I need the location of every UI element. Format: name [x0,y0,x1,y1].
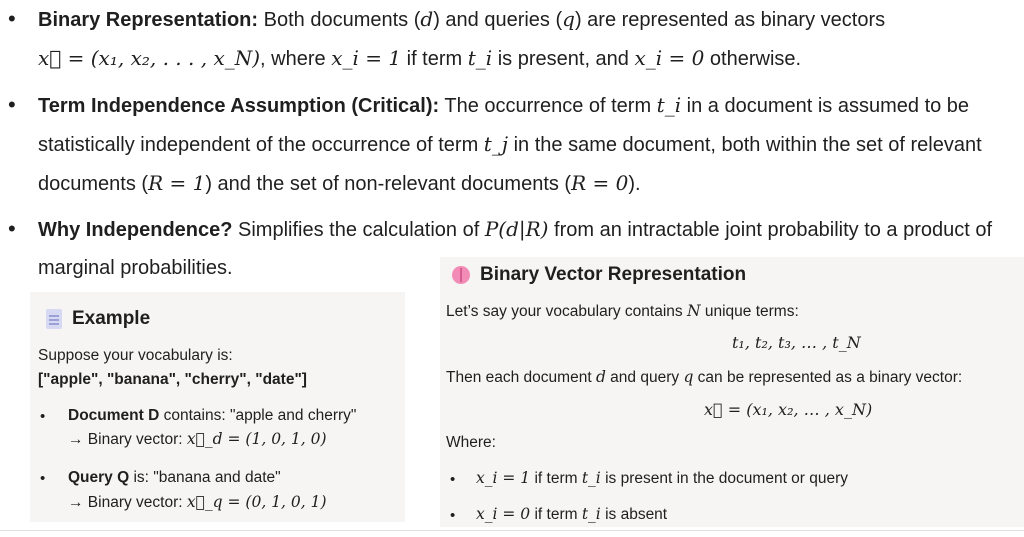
bullet-text: in the same document, both within the set of relevant documents ( [38,134,982,195]
bullet-dot: • [8,92,16,117]
math-r-equals-1: R = 1 [148,171,206,195]
sub-bullet-dot: • [450,507,456,524]
brain-icon [452,266,470,284]
bullet-text: ) are represented as binary vectors [574,9,886,31]
example-item-query [68,468,281,488]
representation-sentence [446,367,962,388]
bullet-binary-representation [8,0,1018,78]
text: is absent [600,506,668,523]
bullet-term-independence [8,86,1018,203]
example-item-text: is: "banana and date" [129,469,281,486]
math-r-equals-0: R = 0 [571,171,629,195]
example-title-text: Example [72,308,151,329]
binary-vector-title-text: Binary Vector Representation [480,264,747,285]
example-item-text: contains: "apple and cherry" [159,407,357,424]
arrow-text: → Binary vector: [68,431,187,448]
where-label: Where: [446,434,496,451]
math-p-d-given-r: P(d|R) [484,217,549,241]
math-xi-equals-0: x_i = 0 [476,505,531,523]
text: and query [605,369,684,386]
example-item-document [68,406,356,426]
math-ti: t_i [467,46,493,70]
bullet-text: ) and queries ( [433,9,563,31]
example-item-query-vector [68,492,327,513]
where-item-absent [476,504,667,525]
math-d: d [595,368,606,386]
bullet-dot: • [8,216,16,241]
binary-vector-title [452,264,746,286]
example-intro: Suppose your vocabulary is: [38,347,233,364]
bullet-text: in a document is assumed to be statistically independent of the occurrence of term [38,95,970,156]
example-title [46,308,150,330]
example-vocabulary: ["apple", "banana", "cherry", "date"] [38,371,307,388]
text: if term [530,506,582,523]
math-xi-equals-1: x_i = 1 [476,469,531,487]
bullet-text: Simplifies the calculation of [232,219,485,241]
bullet-text: is present, and [492,48,635,70]
example-item-document-vector [68,429,327,450]
math-ti: t_i [581,505,601,523]
example-item-label: Query Q [68,469,130,486]
bullet-text: , where [260,48,332,70]
bullet-heading: Binary Representation: [38,9,259,31]
math-n: N [686,302,701,320]
math-ti: t_i [581,469,601,487]
text: unique terms: [700,303,799,320]
document-icon [46,309,62,329]
text: Then each document [446,369,596,386]
bullet-text: from an intractable joint probability to a product of marginal probabilities. [38,219,993,279]
where-item-present [476,468,848,489]
bullet-text: otherwise. [704,48,802,70]
example-item-label: Document D [68,407,160,424]
text: if term [530,470,582,487]
arrow-text: → Binary vector: [68,494,187,511]
text: is present in the document or query [600,470,849,487]
bullet-text: ). [628,173,641,195]
math-vector-x: x⃗ = (x₁, x₂, . . . , x_N) [38,46,261,70]
math-xi-equals-1: x_i = 1 [331,46,402,70]
bullet-text: if term [401,48,468,70]
bullet-heading: Why Independence? [38,219,233,241]
math-tj: t_j [483,132,509,156]
math-vector-d: x⃗_d = (1, 0, 1, 0) [186,430,327,448]
binary-vector-box [440,257,1024,527]
sub-bullet-dot: • [450,471,456,488]
sub-bullet-dot: • [40,470,46,487]
divider [0,530,1024,531]
math-ti: t_i [656,93,682,117]
math-vector-q: x⃗_q = (0, 1, 0, 1) [186,493,327,511]
math-q: q [683,368,694,386]
text: can be represented as a binary vector: [693,369,963,386]
vocabulary-sentence [446,301,799,322]
math-xi-equals-0: x_i = 0 [634,46,705,70]
example-box [30,292,405,522]
sub-bullet-dot: • [40,408,46,425]
bullet-dot: • [8,6,16,31]
math-terms-list: t₁, t₂, t₃, … , t_N [732,333,861,352]
text: Let’s say your vocabulary contains [446,303,687,320]
bullet-text: ) and the set of non-relevant documents ( [205,173,572,195]
bullet-text: Both documents ( [258,9,421,31]
bullet-heading: Term Independence Assumption (Critical): [38,95,440,117]
math-vector-x: x⃗ = (x₁, x₂, … , x_N) [704,400,873,419]
math-d: d [420,7,434,31]
math-q: q [562,7,575,31]
bullet-text: The occurrence of term [439,95,657,117]
